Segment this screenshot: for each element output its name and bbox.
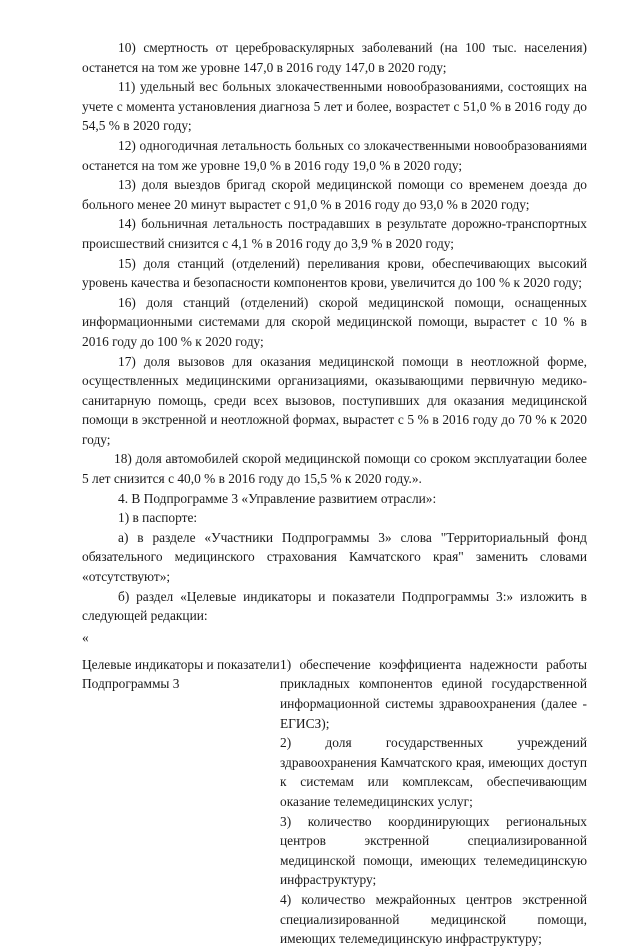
subsection-indicators: б) раздел «Целевые индикаторы и показатели Подпрограммы 3:» изложить в следующей редакции: bbox=[82, 588, 587, 624]
paragraph-item-12: 12) одногодичная летальность больных со злокачественными новообразованиями останется на том же уровне 19,0 % в 2016 году 19,0 % в 2020 году; bbox=[82, 137, 587, 173]
section-heading-4: 4. В Подпрограмме 3 «Управление развитием отрасли»: bbox=[118, 490, 437, 506]
indicator-item-2: 2) доля государственных учреждений здравоохранения Камчатского края, имеющих доступ к системам или комплексам, обеспечивающим оказание телемедицинских услуг; bbox=[280, 735, 587, 809]
paragraph-item-18: 18) доля автомобилей скорой медицинской помощи со сроком эксплуатации более 5 лет снизится с 40,0 % в 2016 году до 15,5 % к 2020 году.». bbox=[82, 451, 587, 487]
indicators-label: Целевые индикаторы и показатели Подпрограммы 3 bbox=[82, 656, 280, 692]
indicator-item-3: 3) количество координирующих региональных центров экстренной специализированной медицинской помощи, имеющих телемедицинскую инфраструктуру; bbox=[280, 813, 587, 888]
document-page bbox=[82, 38, 587, 949]
paragraph-item-11: 11) удельный вес больных злокачественными новообразованиями, состоящих на учете с момента установления диагноза 5 лет и более, возрастет с 51,0 % в 2016 году до 54,5 % в 2020 году; bbox=[82, 79, 587, 134]
paragraph-item-15: 15) доля станций (отделений) переливания крови, обеспечивающих высокий уровень качества и безопасности компонентов крови, увеличится до 100 % к 2020 году; bbox=[82, 255, 587, 291]
opening-quote-mark: « bbox=[82, 629, 89, 645]
paragraph-item-14: 14) больничная летальность пострадавших в результате дорожно-транспортных происшествий снизится с 4,1 % в 2016 году до 3,9 % в 2020 году; bbox=[82, 216, 587, 251]
paragraph-item-17: 17) доля вызовов для оказания медицинской помощи в неотложной форме, осуществленных медицинскими организациями, оказывающими первичную медико-санитарную помощь, среди всех вызовов, поступивших для оказания медицинской помощи в экстренной и неотложной формах, вырастет с 5 % в 2016 году до 70 % к 2020 году; bbox=[82, 353, 587, 447]
subsection-passport: 1) в паспорте: bbox=[118, 510, 198, 526]
indicator-item-1: 1) обеспечение коэффициента надежности работы прикладных компонентов единой государственной информационной системы здравоохранения (далее - ЕГИСЗ); bbox=[280, 656, 587, 731]
subsection-participants: а) в разделе «Участники Подпрограммы 3» слова "Территориальный фонд обязательного медицинского страхования Камчатского края" заменить словами «отсутствуют»; bbox=[82, 529, 587, 585]
paragraph-item-13: 13) доля выездов бригад скорой медицинской помощи со временем доезда до больного менее 20 минут вырастет с 91,0 % в 2016 году до 93,0 % в 2020 году; bbox=[82, 177, 587, 212]
paragraph-item-10: 10) смертность от цереброваскулярных заболеваний (на 100 тыс. населения) останется на том же уровне 147,0 в 2016 году 147,0 в 2020 году; bbox=[82, 40, 587, 75]
indicator-item-4: 4) количество межрайонных центров экстренной специализированной медицинской помощи, имеющих телемедицинскую инфраструктуру; bbox=[280, 891, 587, 947]
paragraph-item-16: 16) доля станций (отделений) скорой медицинской помощи, оснащенных информационными системами для скорой медицинской помощи, вырастет с 10 % в 2016 году до 100 % к 2020 году; bbox=[82, 294, 587, 349]
